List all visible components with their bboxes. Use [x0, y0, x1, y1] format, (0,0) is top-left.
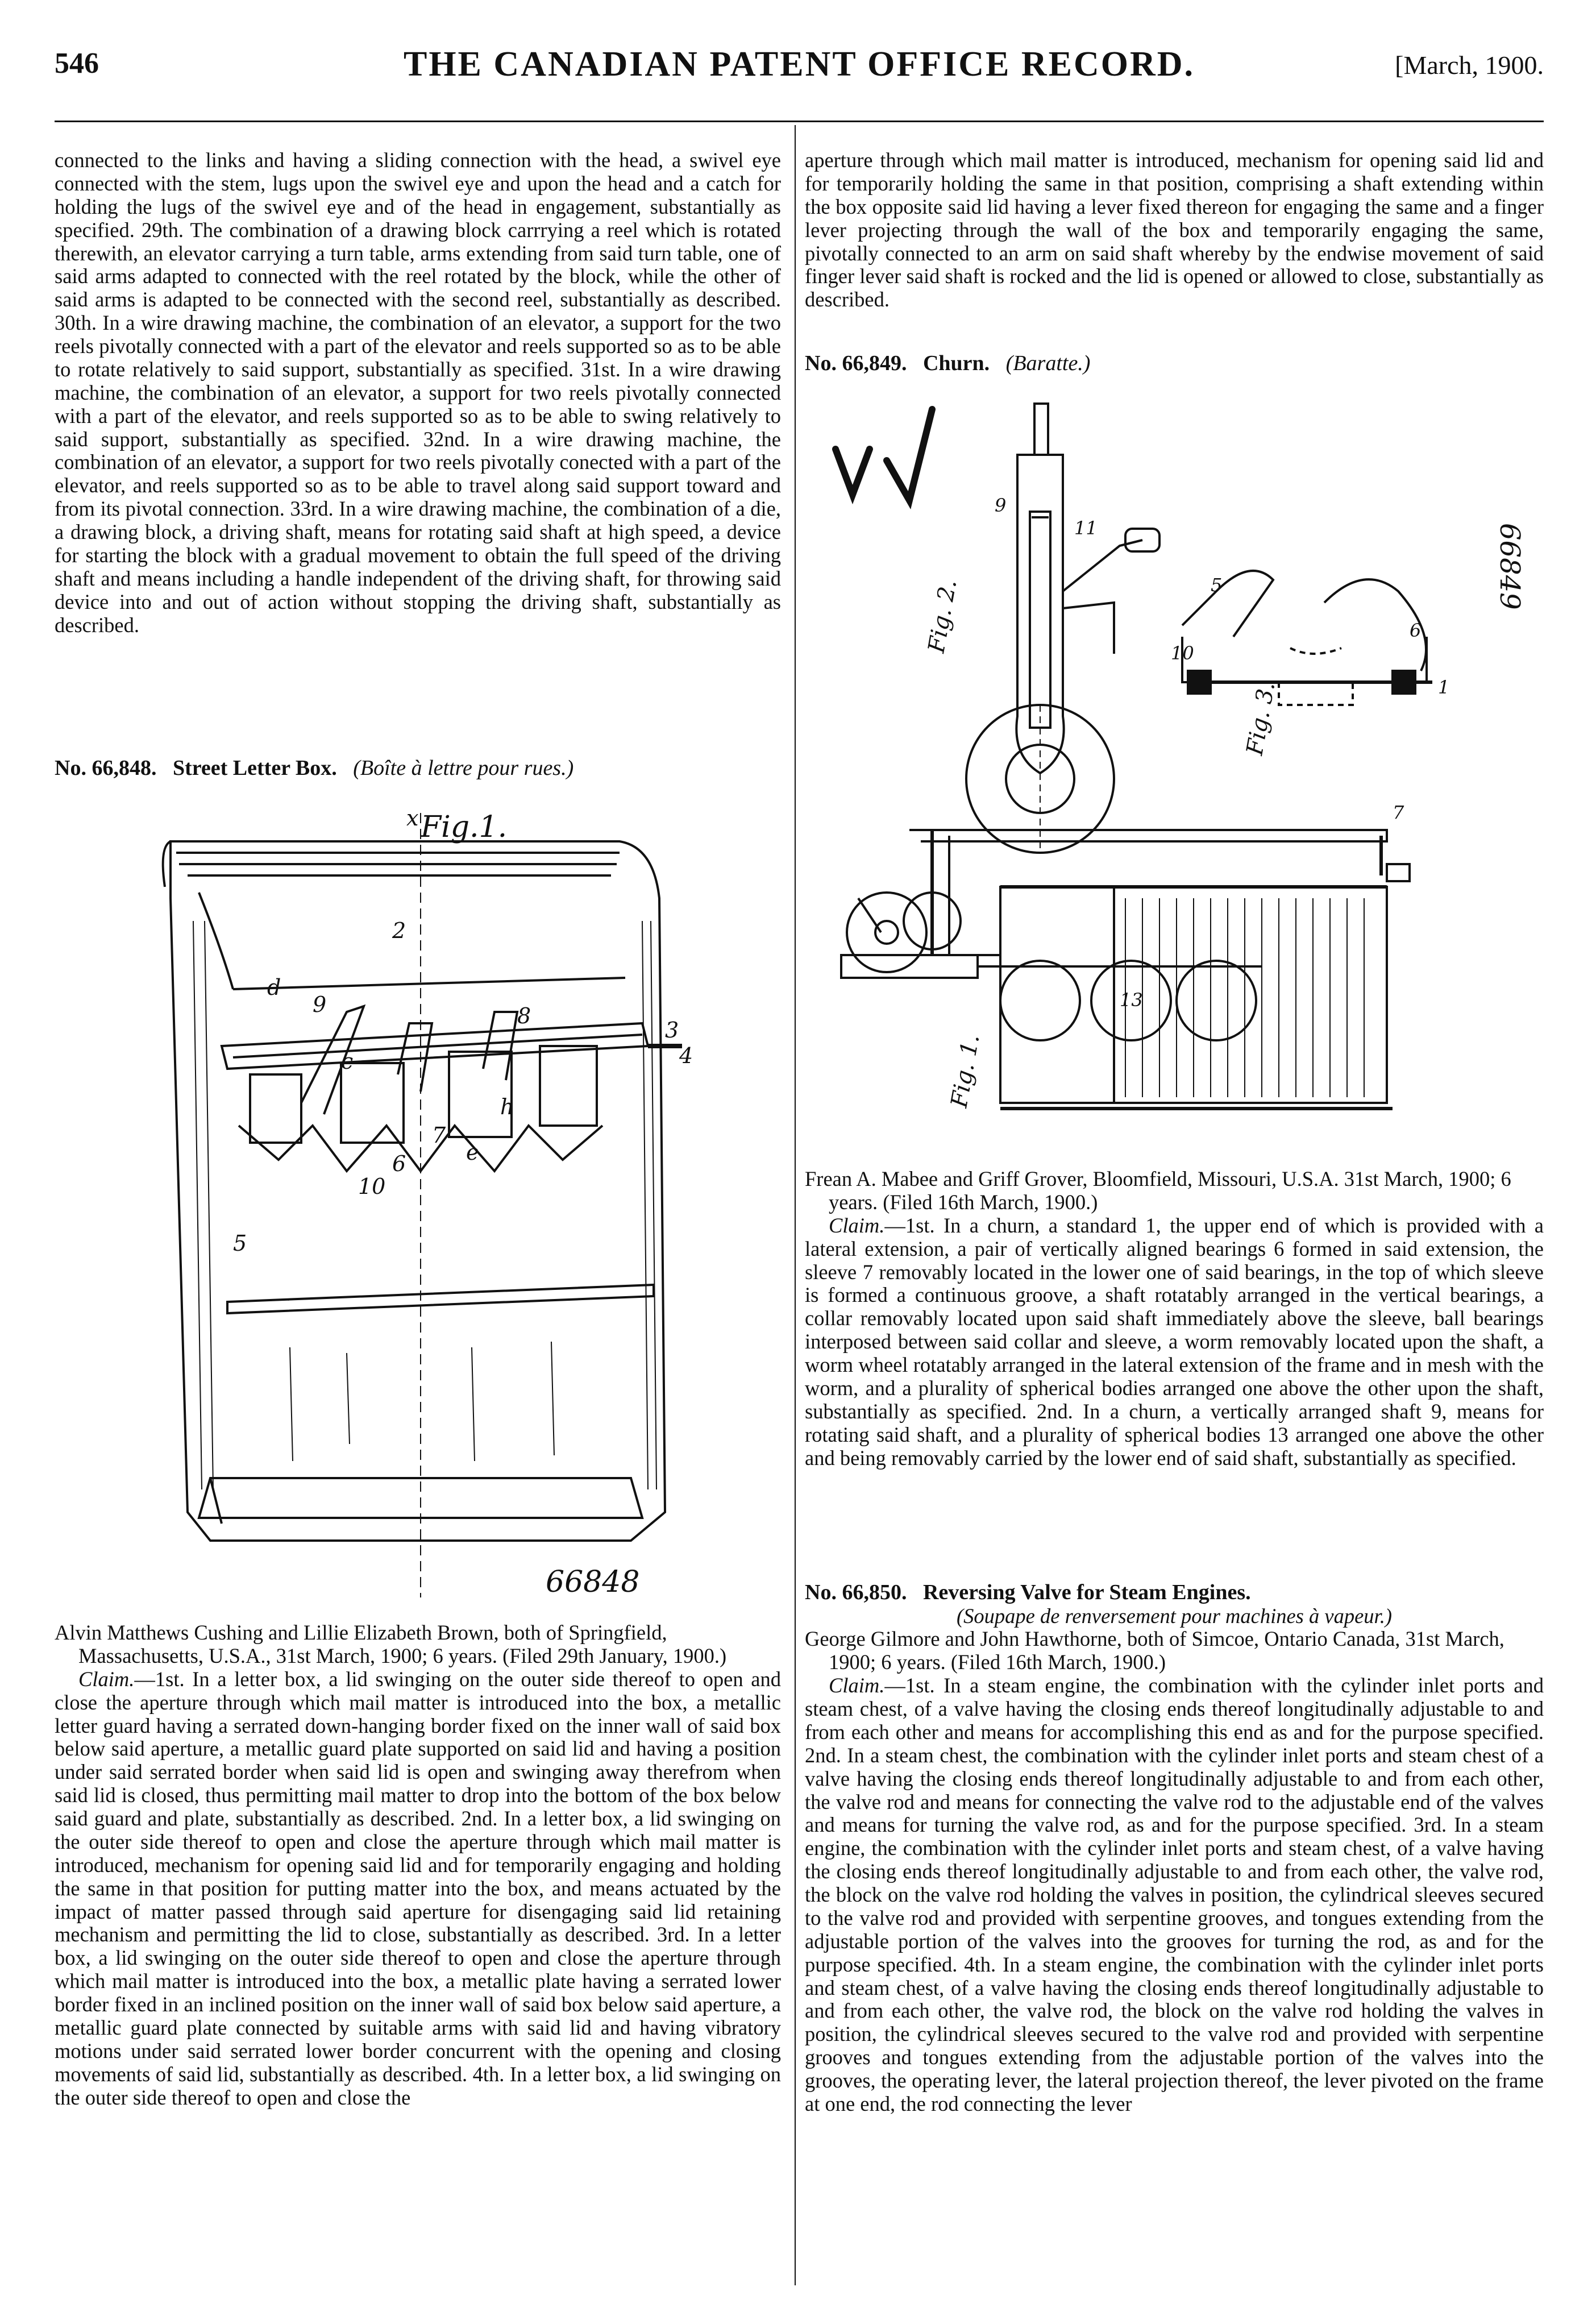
patent-number: No. 66,849.: [805, 351, 907, 375]
patent-66848-body: [55, 1621, 781, 2109]
part-label: 6: [392, 1151, 406, 1176]
claim-label: Claim.: [829, 1674, 885, 1698]
continued-claims-text: connected to the links and having a sliding connection with the head, a swivel eye connected with the stem, lugs upon the swivel eye and upon the head and a catch for holding the lugs of the swivel eye and of the head in engagement, substantially as specified. 29th. The combination of a drawing block carrrying a reel which is rotated therewith, an elevator carrying a turn table, arms extending from said turn table, one of said arms adapted to connected with the reel rotated by the block, while the other of said arms is adapted to be connected with the second reel, substantially as described. 30th. In a wire drawing machine, the combination of an elevator, a support for the two reels pivotally connected with a part of the elevator and reels supported so as to be able to rotate relatively to said support, substantially as specified. 31st. In a wire drawing machine, the combination of an elevator, a support for two reels pivotally connected with a part of the elevator, and reels supported so as to be able to swing relatively to said support, substantially as specified. 32nd. In a wire drawing machine, the combination of an elevator, a support for two reels pivotally conected with a part of the elevator, and reels supported so as to be able to travel along said support toward and from its pivotal connection. 33rd. In a wire drawing machine, the combination of a die, a drawing block, a driving shaft, means for rotating said shaft at high speed, a device for starting the block with a gradual movement to obtain the full speed of the driving shaft and means including a handle independent of the driving shaft, for throwing said device into and out of action without stopping the driving shaft, substantially as described.: [55, 148, 781, 637]
part-label: 9: [313, 992, 327, 1017]
claim-text: —1st. In a churn, a standard 1, the upper end of which is provided with a lateral extension, a pair of vertically aligned bearings 6 formed in said extension, the sleeve 7 removably located in the lower one of said bearings, in the top of which sleeve is formed a continuous groove, a shaft rotatably arranged in the vertical bearings, a collar removably located upon said shaft immediately above the sleeve, ball bearings interposed between said collar and sleeve, a worm removably located upon the shaft, a worm wheel rotatably arranged in the lateral extension of the frame and in mesh with the worm, and a plurality of spherical bodies arranged one above the other upon the shaft, substantially as specified. 2nd. In a churn, a vertically arranged shaft 9, means for rotating said shaft, and a plurality of spherical bodies 13 arranged one above the other and being removably carried by the lower end of said shaft, substantially as specified.: [805, 1213, 1544, 1470]
patent-title: Street Letter Box.: [172, 756, 337, 780]
issue-date: [March, 1900.: [1395, 51, 1544, 80]
part-label: x: [406, 807, 419, 831]
patent-number: No. 66,848.: [55, 756, 157, 780]
patent-66848-heading: [55, 756, 781, 781]
handwritten-patent-number: 66848: [546, 1565, 640, 1599]
patent-inventors: Frean A. Mabee and Griff Grover, Bloomfield, Missouri, U.S.A. 31st March, 1900; 6 years. (Filed 16th March, 1900.): [805, 1167, 1511, 1214]
claim-label: Claim.: [78, 1667, 135, 1691]
part-label: 10: [358, 1174, 386, 1199]
part-label: 4: [679, 1043, 693, 1068]
left-column-continued: [55, 149, 781, 637]
handwritten-patent-number: 66849: [1494, 523, 1526, 610]
journal-title: THE CANADIAN PATENT OFFICE RECORD.: [403, 45, 1195, 84]
header-rule: [55, 121, 1544, 122]
part-label: 6: [1410, 620, 1422, 641]
part-label: 11: [1074, 517, 1098, 539]
part-label: 3: [665, 1018, 679, 1043]
fig-label: Fig. 2.: [923, 577, 962, 655]
continued-claim-text: aperture through which mail matter is introduced, mechanism for opening said lid and for temporarily holding the same in that position, comprising a shaft extending within the box opposite said lid having a lever fixed thereon for engaging the same and a finger lever projecting through the wall of the box and temporarily engaging the same, pivotally connected to an arm on said shaft whereby by the endwise movement of said finger lever said shaft is rocked and the lid is opened or allowed to close, substantially as described.: [805, 148, 1544, 312]
claim-text: —1st. In a letter box, a lid swinging on the outer side thereof to open and close the aperture through which mail matter is introduced into the box, a metallic letter guard having a serrated down-hanging border fixed on the inner wall of said box below said aperture, a metallic guard plate supported on said lid and having a position under said serrated border when said lid is open and swinging away therefrom when said lid is closed, thus permitting mail matter to drop into the bottom of the box below said guard and plate, substantially as described. 2nd. In a letter box, a lid swinging on the outer side thereof to open and close the aperture through which mail matter is introduced, mechanism for opening said lid and for temporarily engaging and holding the same in that position for putting matter into the box, and means actuated by the impact of matter passed through said aperture for disengaging said lid retaining mechanism and permitting the lid to close, substantially as described. 3rd. In a letter box, a lid swinging on the outer side thereof to open and close the aperture through which mail matter is introduced into the box, a metallic plate having a serrated lower border fixed in an inclined position on the inner wall of said box below said aperture, a metallic guard plate connected by suitable arms with said lid and having vibratory motions under said serrated lower border concurrent with the opening and closing movements of said lid, substantially as described. 4th. In a letter box, a lid swinging on the outer side thereof to open and close the: [55, 1667, 781, 2109]
page-number: 546: [55, 47, 99, 80]
part-label: c: [341, 1049, 354, 1074]
part-label: 5: [233, 1231, 247, 1256]
patent-french-title: (Baratte.): [1005, 351, 1091, 375]
part-label: 7: [432, 1123, 446, 1148]
patent-title: Reversing Valve for Steam Engines.: [922, 1580, 1251, 1604]
patent-french-title: (Soupape de renversement pour machines à vapeur.): [957, 1604, 1392, 1628]
part-label: d: [267, 975, 281, 1000]
figure-caption: Fig.1.: [421, 810, 508, 844]
patent-inventors: George Gilmore and John Hawthorne, both of Simcoe, Ontario Canada, 31st March, 1900; 6 years. (Filed 16th March, 1900.): [805, 1627, 1504, 1674]
part-label: 9: [995, 495, 1007, 516]
patent-66850: [805, 1580, 1544, 2116]
part-label: e: [466, 1140, 479, 1165]
letter-box-figure: [153, 807, 699, 1603]
part-label: h: [500, 1094, 514, 1119]
fig-label: Fig. 3.: [1241, 679, 1281, 757]
handwritten-check-marks: [836, 409, 932, 500]
claim-label: Claim.: [829, 1213, 885, 1237]
part-label: 5: [1211, 574, 1223, 596]
part-label: 1: [1438, 677, 1450, 698]
part-label: 7: [1393, 802, 1404, 823]
right-column-continued: [805, 149, 1544, 312]
patent-66849-body: [805, 1168, 1544, 1470]
fig-label: Fig. 1.: [946, 1032, 985, 1110]
patent-french-title: (Boîte à lettre pour rues.): [353, 756, 574, 780]
patent-number: No. 66,850.: [805, 1580, 907, 1604]
part-label: 2: [392, 918, 406, 943]
page-header: [55, 44, 1544, 96]
churn-figure: [818, 387, 1535, 1143]
claim-text: —1st. In a steam engine, the combination with the cylinder inlet ports and steam chest, of a valve having the closing ends thereof longitudinally adjustable to and from each other and means for accomplishing this end as and for the purpose specified. 2nd. In a steam chest, the combination with the cylinder inlet ports and steam chest of a valve having the closing ends thereof longitudinally adjustable to and from each other, the valve rod and means for connecting the valve rod to the adjustable end of the valves and means for turning the valve rod, as and for the purpose specified. 3rd. In a steam engine, the combination with the cylinder inlet ports and steam chest, of a valve having the closing ends thereof longitudinally adjustable to and from each other, the valve rod, the block on the valve rod holding the valves in position, the cylindrical sleeves secured to the valve rod and provided with serpentine grooves, and tongues extending from the adjustable portion of the valves into the grooves for turning the rod, as and for the purpose specified. 4th. In a steam engine, the combination with the cylinder inlet ports and steam chest, of a valve having the closing ends thereof longitudinally adjustable to and from each other, the valve rod, the block on the valve rod holding the valves in position, the cylindrical sleeves secured to the valve rod and provided with serpentine grooves and tongues extending from the adjustable portion of the valves into the grooves, the operating lever, the lateral projection thereof, the lever pivoted on the frame at one end, the rod connecting the lever: [805, 1674, 1544, 2115]
part-label: 13: [1120, 989, 1143, 1011]
column-divider: [795, 125, 796, 2285]
patent-66849-heading: [805, 351, 1544, 376]
part-label: 10: [1171, 642, 1194, 664]
part-label: 8: [517, 1003, 531, 1028]
patent-inventors: Alvin Matthews Cushing and Lillie Elizabeth Brown, both of Springfield, Massachusetts, U.S.A., 31st March, 1900; 6 years. (Filed 29th January, 1900.): [55, 1621, 727, 1667]
patent-title: Churn.: [922, 351, 990, 375]
